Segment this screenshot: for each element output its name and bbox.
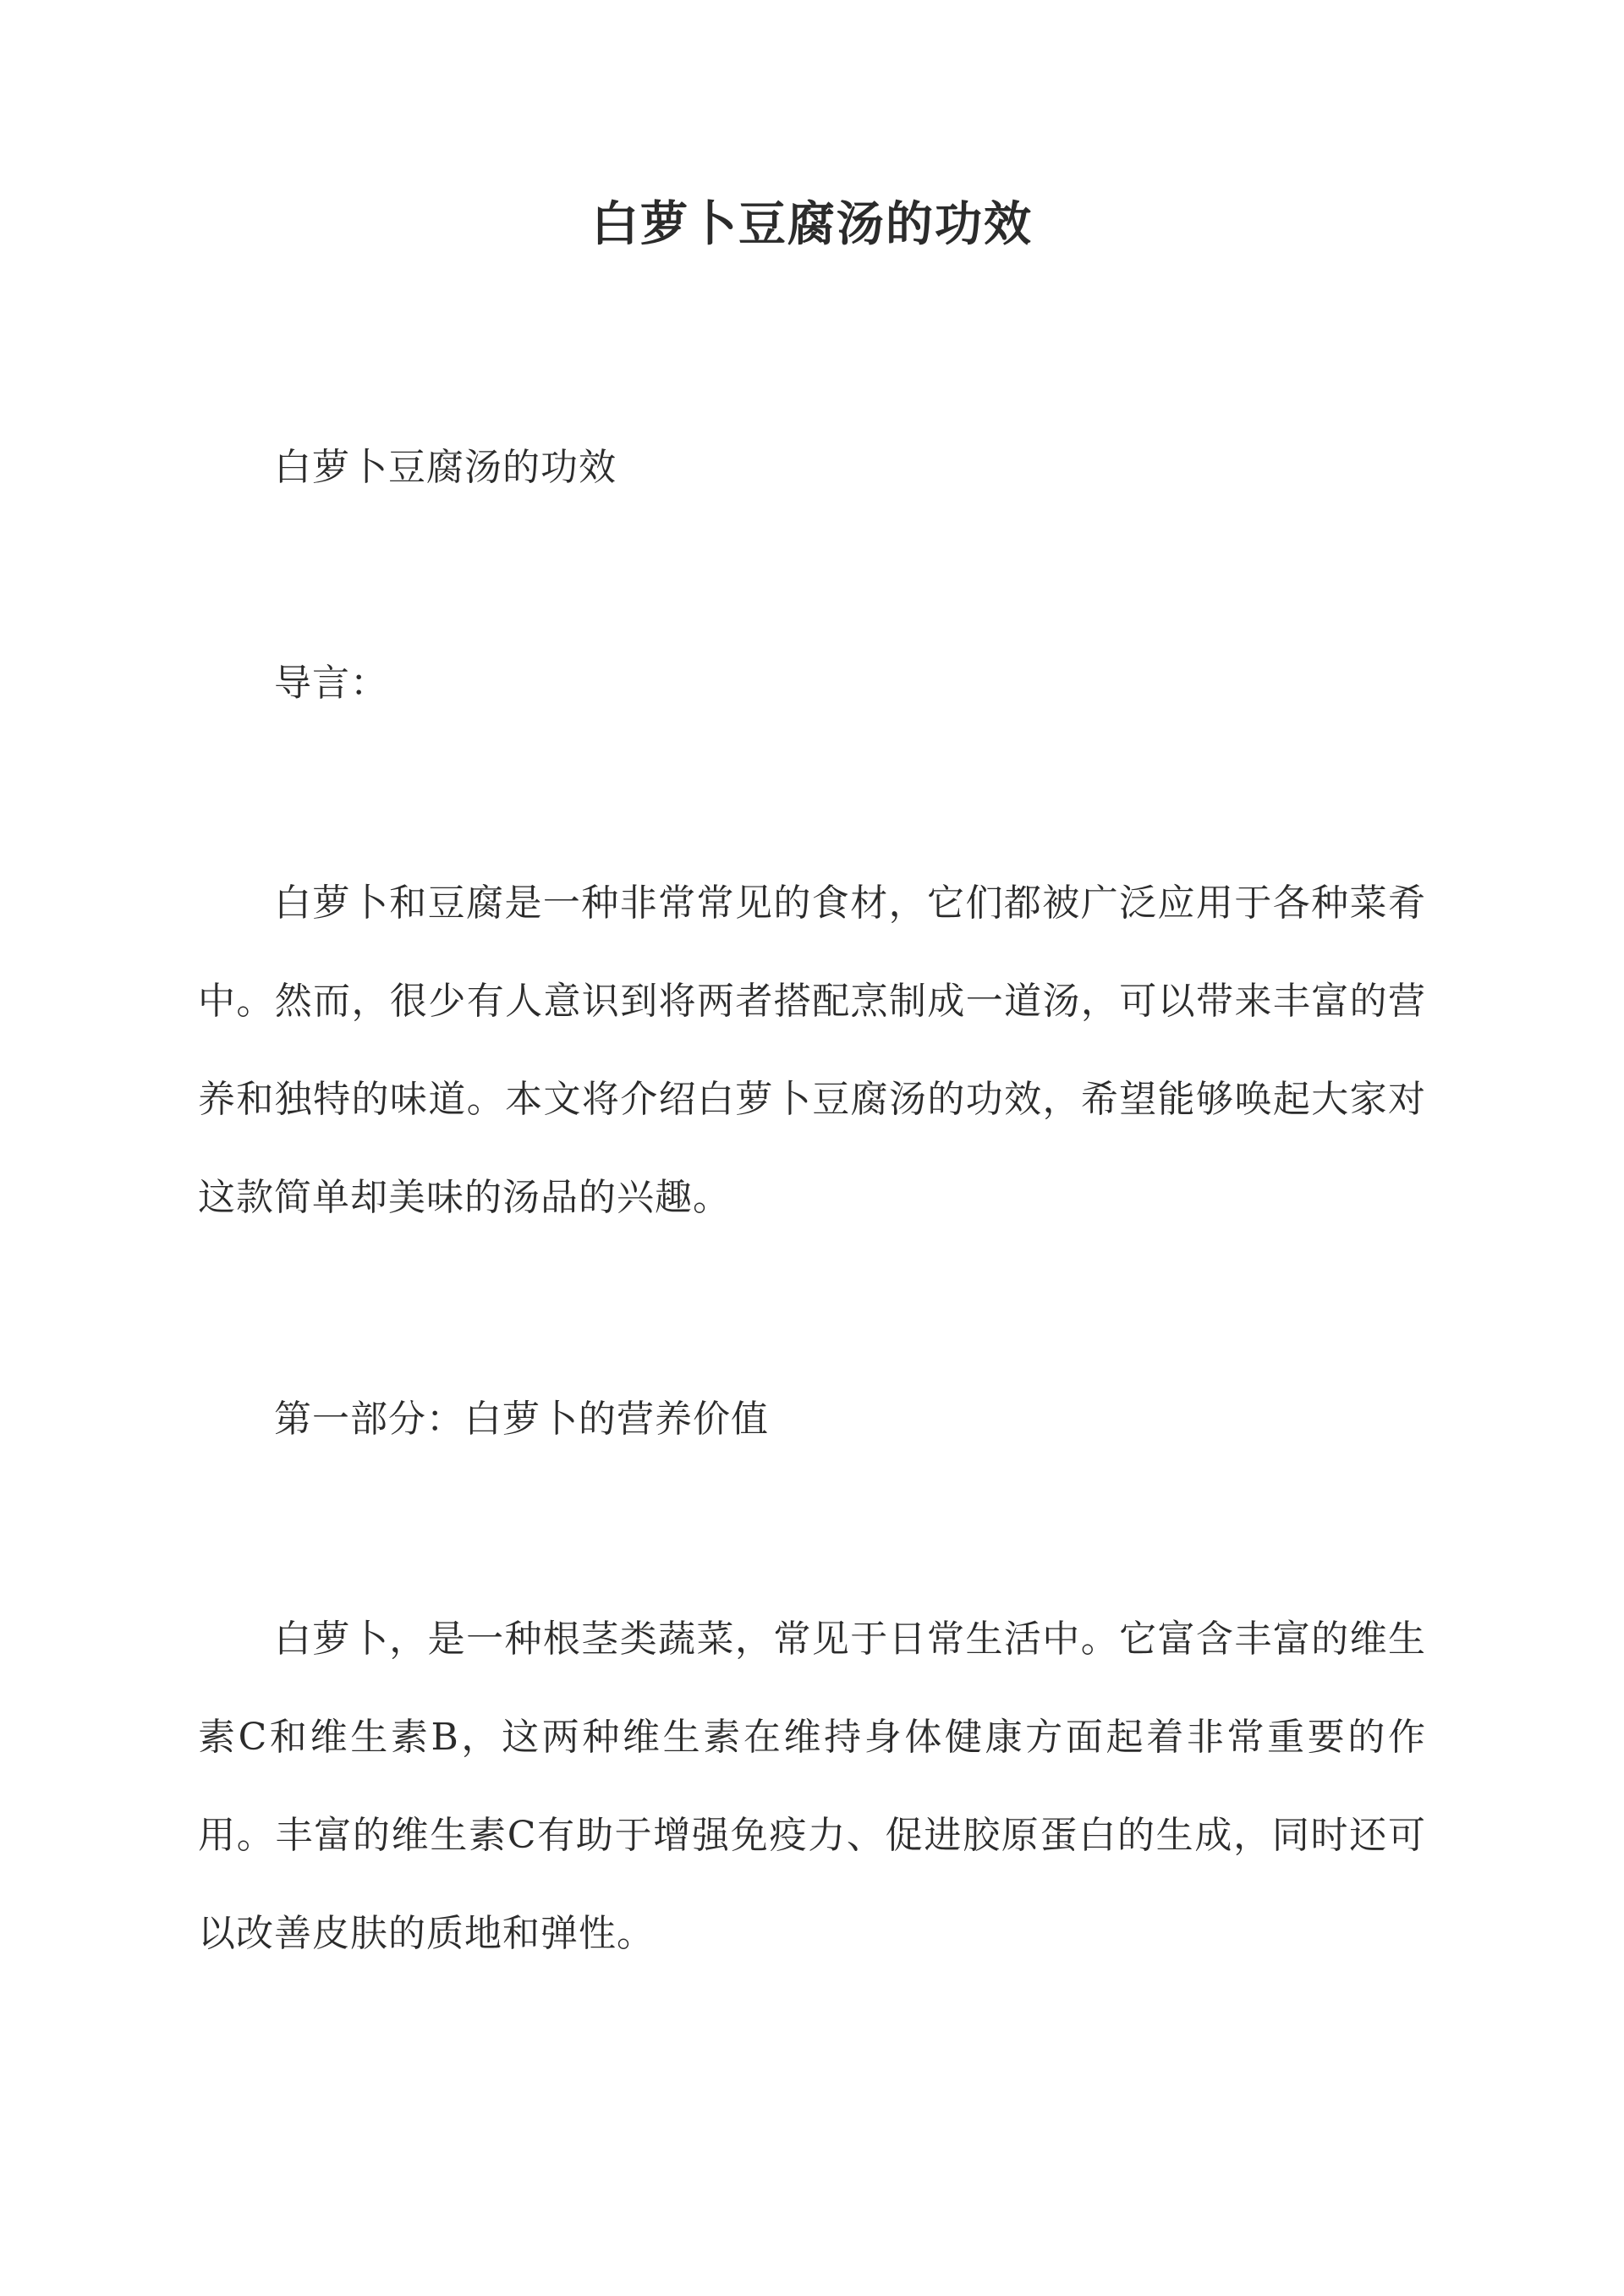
document-title: 白萝卜豆腐汤的功效 (591, 196, 1033, 252)
subtitle-paragraph: 白萝卜豆腐汤的功效 (274, 446, 617, 489)
section-paragraph: 白萝卜，是一种根茎类蔬菜，常见于日常生活中。它富含丰富的维生素C和维生素B，这两种维生素在维持身体健康方面起着非常重要的作用。丰富的维生素C有助于增强免疫力、促进胶原蛋白的生成，同时还可以改善皮肤的质地和弹性。 (198, 1618, 1426, 1955)
intro-paragraph: 白萝卜和豆腐是一种非常常见的食材，它们都被广泛应用于各种菜肴中。然而，很少有人意识到将两者搭配烹制成一道汤，可以带来丰富的营养和独特的味道。本文将介绍白萝卜豆腐汤的功效，希望能够唤起大家对这款简单却美味的汤品的兴趣。 (198, 882, 1426, 1219)
intro-heading: 导言： (274, 662, 388, 705)
section-heading: 第一部分：白萝卜的营养价值 (274, 1398, 769, 1441)
